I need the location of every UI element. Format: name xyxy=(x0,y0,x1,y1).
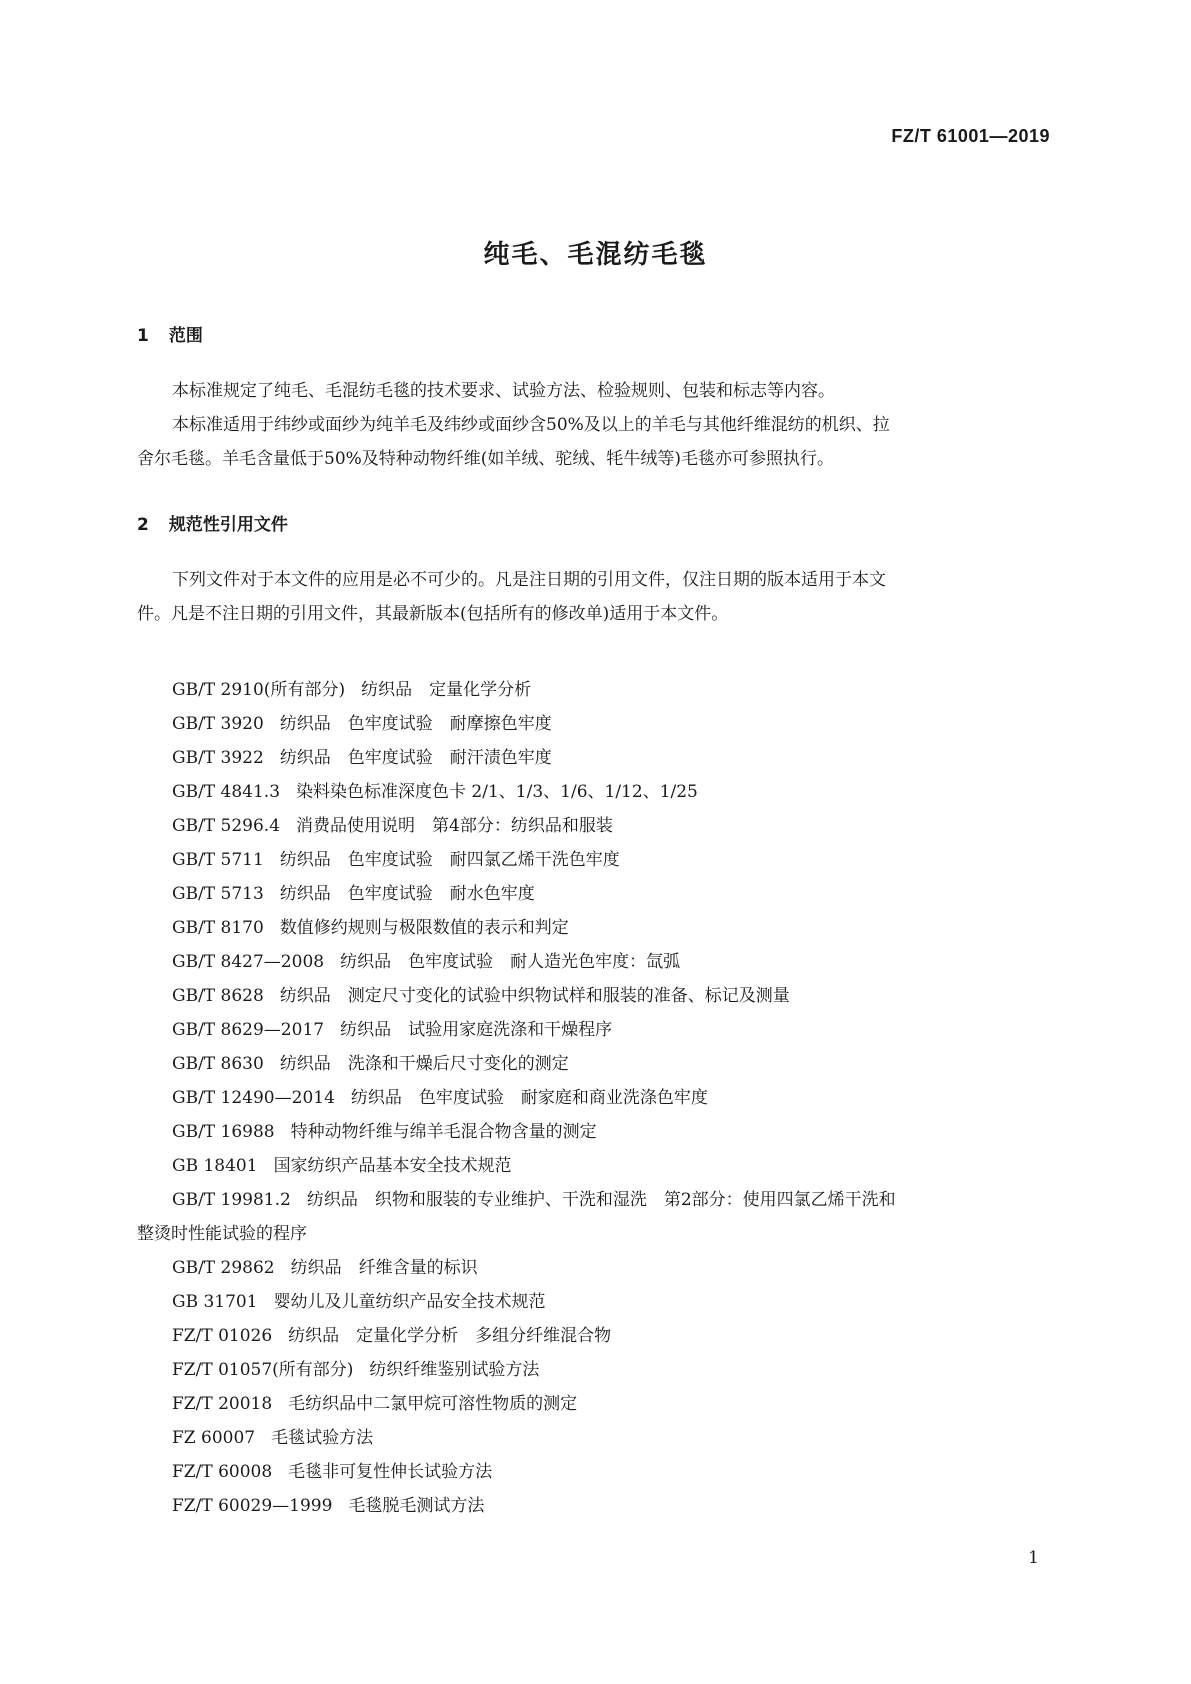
reference-item xyxy=(172,1081,1052,1115)
reference-code: FZ/T 60008 xyxy=(172,1462,273,1482)
reference-title: 纺织品 定量化学分析 多组分纤维混合物 xyxy=(288,1326,612,1346)
reference-title: 毛纺织品中二氯甲烷可溶性物质的测定 xyxy=(288,1394,578,1414)
reference-item xyxy=(172,707,1052,741)
reference-item xyxy=(172,945,1052,979)
reference-code: GB/T 4841.3 xyxy=(172,782,281,802)
reference-item xyxy=(172,1047,1052,1081)
text-line: 舍尔毛毯。羊毛含量低于50%及特种动物纤维(如羊绒、驼绒、牦牛绒等)毛毯亦可参照执行。 xyxy=(137,449,835,469)
reference-code: FZ/T 01026 xyxy=(172,1326,273,1346)
reference-item xyxy=(172,809,1052,843)
reference-title: 纺织品 试验用家庭洗涤和干燥程序 xyxy=(340,1020,613,1040)
reference-code: GB/T 8628 xyxy=(172,986,264,1006)
reference-code: GB/T 5713 xyxy=(172,884,264,904)
section-2-paragraph xyxy=(137,563,1052,631)
text-line: 件。凡是不注日期的引用文件，其最新版本(包括所有的修改单)适用于本文件。 xyxy=(137,604,729,624)
reference-code: GB/T 3920 xyxy=(172,714,264,734)
normative-references-list xyxy=(137,673,1052,1523)
reference-code: FZ/T 60029—1999 xyxy=(172,1496,333,1516)
reference-item xyxy=(137,1183,1052,1251)
reference-code: FZ 60007 xyxy=(172,1428,256,1448)
reference-title: 纺织品 色牢度试验 耐摩擦色牢度 xyxy=(279,714,552,734)
reference-item xyxy=(172,1489,1052,1523)
reference-code: GB 31701 xyxy=(172,1292,258,1312)
reference-item xyxy=(172,1251,1052,1285)
reference-title: 国家纺织产品基本安全技术规范 xyxy=(273,1156,512,1176)
reference-title: 纺织品 定量化学分析 xyxy=(361,680,532,700)
reference-title: 纺织品 测定尺寸变化的试验中织物试样和服装的准备、标记及测量 xyxy=(279,986,790,1006)
reference-code: GB/T 8427—2008 xyxy=(172,952,325,972)
reference-title: 纺织品 色牢度试验 耐家庭和商业洗涤色牢度 xyxy=(350,1088,708,1108)
reference-title: 毛毯脱毛测试方法 xyxy=(348,1496,485,1516)
reference-title: 纺织品 色牢度试验 耐人造光色牢度：氙弧 xyxy=(340,952,681,972)
reference-code: GB 18401 xyxy=(172,1156,258,1176)
reference-code: GB/T 8630 xyxy=(172,1054,264,1074)
reference-title: 纺织纤维鉴别试验方法 xyxy=(369,1360,540,1380)
reference-code: GB/T 12490—2014 xyxy=(172,1088,335,1108)
standard-code: FZ/T 61001—2019 xyxy=(891,126,1050,146)
text-line: 本标准适用于纬纱或面纱为纯羊毛及纬纱或面纱含50%及以上的羊毛与其他纤维混纺的机织、拉 xyxy=(172,415,890,435)
reference-title: 纺织品 色牢度试验 耐汗渍色牢度 xyxy=(279,748,552,768)
text-line: 下列文件对于本文件的应用是必不可少的。凡是注日期的引用文件，仅注日期的版本适用于本文 xyxy=(172,570,886,590)
reference-item xyxy=(172,1013,1052,1047)
reference-title: 毛毯试验方法 xyxy=(271,1428,374,1448)
section-1-heading xyxy=(137,321,203,346)
reference-code: GB/T 8629—2017 xyxy=(172,1020,325,1040)
reference-title: 毛毯非可复性伸长试验方法 xyxy=(288,1462,493,1482)
reference-title: 特种动物纤维与绵羊毛混合物含量的测定 xyxy=(290,1122,597,1142)
section-number: 1 xyxy=(137,326,149,346)
section-1-paragraph-1 xyxy=(137,374,1052,408)
reference-item xyxy=(172,1149,1052,1183)
reference-title: 纺织品 洗涤和干燥后尺寸变化的测定 xyxy=(279,1054,569,1074)
reference-item xyxy=(172,911,1052,945)
reference-code: GB/T 5296.4 xyxy=(172,816,281,836)
reference-item xyxy=(172,1455,1052,1489)
document-title: 纯毛、毛混纺毛毯 xyxy=(483,240,708,270)
reference-title: 纺织品 织物和服装的专业维护、干洗和湿洗 第2部分：使用四氯乙烯干洗和 xyxy=(306,1190,896,1210)
reference-code: GB/T 29862 xyxy=(172,1258,275,1278)
reference-item xyxy=(172,1115,1052,1149)
reference-title-continued: 整烫时性能试验的程序 xyxy=(137,1224,307,1244)
reference-title: 婴幼儿及儿童纺织产品安全技术规范 xyxy=(273,1292,546,1312)
reference-code: GB/T 3922 xyxy=(172,748,264,768)
reference-item xyxy=(172,1421,1052,1455)
text-line: 本标准规定了纯毛、毛混纺毛毯的技术要求、试验方法、检验规则、包装和标志等内容。 xyxy=(172,381,835,401)
reference-title: 纺织品 色牢度试验 耐水色牢度 xyxy=(279,884,535,904)
reference-code: GB/T 2910(所有部分) xyxy=(172,680,346,700)
reference-item xyxy=(172,1387,1052,1421)
section-number: 2 xyxy=(137,515,149,535)
section-1-paragraph-2 xyxy=(137,408,1052,476)
section-title: 范围 xyxy=(168,326,203,346)
reference-item xyxy=(172,1285,1052,1319)
page-number: 1 xyxy=(1028,1548,1039,1568)
reference-item xyxy=(172,741,1052,775)
reference-code: GB/T 19981.2 xyxy=(172,1190,291,1210)
reference-item xyxy=(172,1353,1052,1387)
reference-item xyxy=(172,843,1052,877)
reference-title: 染料染色标准深度色卡 2/1、1/3、1/6、1/12、1/25 xyxy=(296,782,698,802)
reference-item xyxy=(172,673,1052,707)
section-2-heading xyxy=(137,510,288,535)
reference-code: FZ/T 20018 xyxy=(172,1394,273,1414)
reference-code: FZ/T 01057(所有部分) xyxy=(172,1360,354,1380)
reference-code: GB/T 16988 xyxy=(172,1122,275,1142)
section-title: 规范性引用文件 xyxy=(168,515,288,535)
reference-title: 纺织品 纤维含量的标识 xyxy=(290,1258,478,1278)
reference-title: 消费品使用说明 第4部分：纺织品和服装 xyxy=(296,816,613,836)
reference-item xyxy=(172,1319,1052,1353)
reference-title: 数值修约规则与极限数值的表示和判定 xyxy=(279,918,569,938)
reference-title: 纺织品 色牢度试验 耐四氯乙烯干洗色牢度 xyxy=(279,850,620,870)
reference-code: GB/T 8170 xyxy=(172,918,264,938)
reference-item xyxy=(172,877,1052,911)
reference-item xyxy=(172,979,1052,1013)
reference-code: GB/T 5711 xyxy=(172,850,264,870)
reference-item xyxy=(172,775,1052,809)
